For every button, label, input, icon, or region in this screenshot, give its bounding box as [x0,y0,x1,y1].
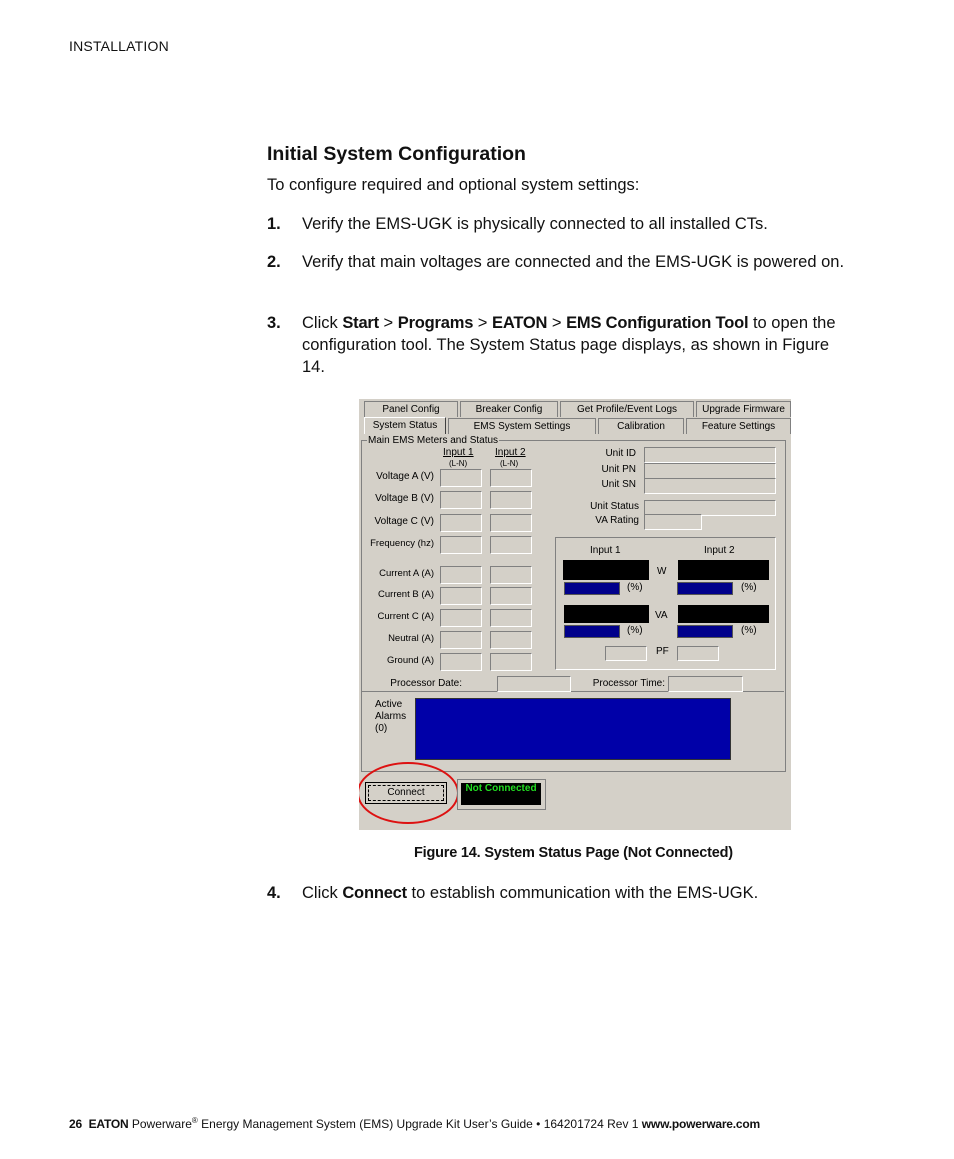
footer-url: www.powerware.com [641,1117,760,1131]
status-frame [457,779,546,810]
va-display-input1 [564,605,649,623]
programs-menu-ref: Programs [397,314,474,332]
step-1 [267,213,847,235]
page-number: 26 [69,1117,82,1131]
current-a-input2 [490,566,532,584]
processor-time-field [668,676,743,692]
tab-upgrade-firmware[interactable]: Upgrade Firmware [696,401,791,417]
unit-sn-field [644,478,776,494]
neutral-input2 [490,631,532,649]
va-rating-label: VA Rating [595,515,639,526]
voltage-a-label: Voltage A (V) [376,471,434,482]
neutral-input1 [440,631,482,649]
w-pct-input2: (%) [741,582,757,593]
step-2 [267,251,847,295]
w-pct-input1: (%) [627,582,643,593]
alarms-active-label: Active [375,699,403,710]
step-text: Click Connect to establish communication with the EMS-UGK. [302,884,759,902]
ground-label: Ground (A) [387,655,434,666]
input1-ln: (L-N) [449,459,468,468]
step-3 [267,312,847,378]
voltage-a-input1 [440,469,482,487]
step-number: 3. [267,314,281,332]
step-text: Click Start > Programs > EATON > EMS Configuration Tool to open the configuration tool. The System Status page displays, as shown in Figure 14. [302,314,836,376]
highlight-circle [359,762,459,824]
processor-date-field [497,676,571,692]
voltage-c-input1 [440,514,482,532]
va-label: VA [655,610,668,621]
neutral-label: Neutral (A) [388,633,434,644]
step-4 [267,882,847,904]
voltage-b-input1 [440,491,482,509]
tab-calibration[interactable]: Calibration [598,418,684,434]
w-pct-bar-input2 [677,582,733,595]
tab-feature-settings[interactable]: Feature Settings [686,418,791,434]
frequency-input2 [490,536,532,554]
page-footer: 26 EATON Powerware® Energy Management System (EMS) Upgrade Kit User’s Guide • 164201724 Rev 1 www.powerware.com [69,1116,760,1131]
unit-id-label: Unit ID [605,448,636,459]
step-text: Verify the EMS-UGK is physically connected to all installed CTs. [302,215,768,233]
tab-breaker-config[interactable]: Breaker Config [460,401,558,417]
current-a-label: Current A (A) [379,568,434,579]
figure-caption: Figure 14. System Status Page (Not Connected) [414,845,733,861]
group-title: Main EMS Meters and Status [368,435,499,446]
pf-field-input2 [677,646,719,661]
step-number: 2. [267,253,281,271]
current-a-input1 [440,566,482,584]
va-pct-bar-input2 [677,625,733,638]
connection-status: Not Connected [461,783,541,805]
connect-button-label: Connect [368,785,444,801]
connect-ref: Connect [342,884,407,902]
voltage-c-input2 [490,514,532,532]
current-c-input1 [440,609,482,627]
ground-input1 [440,653,482,671]
meter-input1-label: Input 1 [590,545,621,556]
voltage-b-input2 [490,491,532,509]
w-display-input1 [563,560,649,580]
unit-pn-label: Unit PN [601,464,636,475]
tab-get-profile[interactable]: Get Profile/Event Logs [560,401,694,417]
page-title: Initial System Configuration [267,143,526,165]
unit-pn-field [644,463,776,479]
current-b-input2 [490,587,532,605]
config-tool-ref: EMS Configuration Tool [566,314,749,332]
intro-text: To configure required and optional system settings: [267,176,640,194]
alarms-label: Alarms [375,711,407,722]
input1-header: Input 1 [443,447,474,458]
va-pct-input1: (%) [627,625,643,636]
input2-header: Input 2 [495,447,526,458]
section-header: INSTALLATION [69,38,169,54]
footer-brand: EATON [88,1117,129,1131]
w-label: W [657,566,667,577]
frequency-input1 [440,536,482,554]
voltage-b-label: Voltage B (V) [375,493,434,504]
current-b-input1 [440,587,482,605]
current-c-input2 [490,609,532,627]
current-c-label: Current C (A) [377,611,434,622]
processor-date-label: Processor Date: [390,678,462,689]
active-alarms-list[interactable] [415,698,731,760]
eaton-menu-ref: EATON [492,314,548,332]
pf-field-input1 [605,646,647,661]
va-pct-bar-input1 [564,625,620,638]
unit-sn-label: Unit SN [601,479,636,490]
tab-system-status[interactable]: System Status [364,417,446,434]
meter-input2-label: Input 2 [704,545,735,556]
current-b-label: Current B (A) [378,589,434,600]
unit-status-label: Unit Status [590,501,639,512]
voltage-a-input2 [490,469,532,487]
va-pct-input2: (%) [741,625,757,636]
pf-label: PF [656,646,669,657]
step-number: 4. [267,884,281,902]
step-number: 1. [267,215,281,233]
tab-ems-system-settings[interactable]: EMS System Settings [448,418,596,434]
w-pct-bar-input1 [564,582,620,595]
processor-time-label: Processor Time: [592,678,665,689]
frequency-label: Frequency (hz) [370,538,434,549]
input2-ln: (L-N) [500,459,519,468]
w-display-input2 [678,560,769,580]
system-status-screenshot [359,399,791,830]
voltage-c-label: Voltage C (V) [374,516,434,527]
ground-input2 [490,653,532,671]
alarm-count: (0) [375,723,388,734]
start-menu-ref: Start [342,314,379,332]
unit-id-field [644,447,776,463]
tab-panel-config[interactable]: Panel Config [364,401,458,417]
step-text: Verify that main voltages are connected and the EMS-UGK is powered on. [302,253,845,271]
va-rating-field [644,514,702,530]
va-display-input2 [678,605,769,623]
